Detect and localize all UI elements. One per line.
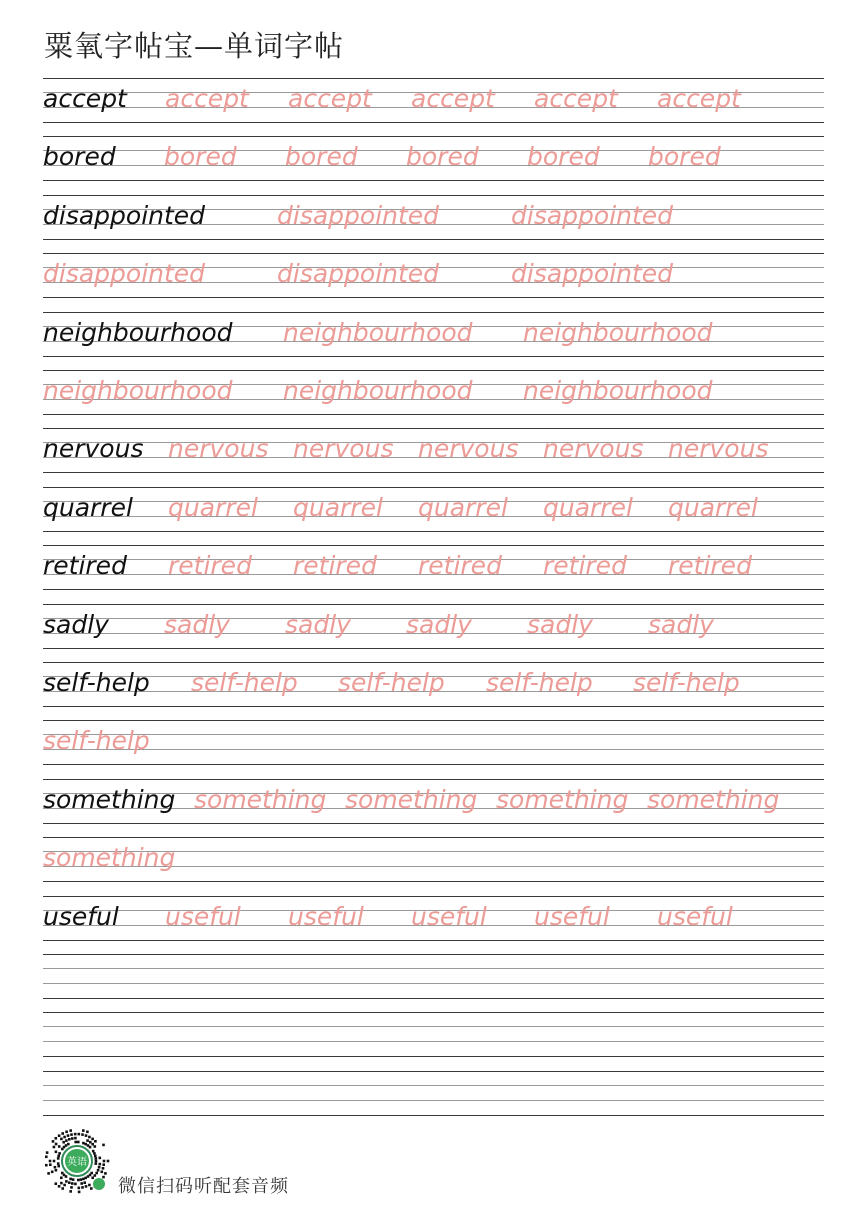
writing-row <box>43 837 824 881</box>
trace-word: sadly <box>527 609 593 639</box>
footer-caption: 微信扫码听配套音频 <box>118 1176 289 1197</box>
ruling-line <box>43 472 824 473</box>
writing-row <box>43 1012 824 1056</box>
trace-word: nervous <box>668 434 769 464</box>
trace-word: quarrel <box>668 492 758 522</box>
ruling-line <box>43 370 824 371</box>
ruling-line <box>43 297 824 298</box>
trace-word: retired <box>418 551 502 581</box>
trace-word: neighbourhood <box>283 376 473 405</box>
writing-row <box>43 136 824 180</box>
ruling-line <box>43 531 824 532</box>
ruling-line <box>43 1115 824 1116</box>
writing-row <box>43 78 824 122</box>
ruling-line <box>43 604 824 605</box>
ruling-line <box>43 195 824 196</box>
qr-corner-badge <box>93 1178 105 1190</box>
model-word: accept <box>43 84 127 113</box>
ruling-line <box>43 706 824 707</box>
trace-word: useful <box>411 901 487 931</box>
trace-word: bored <box>285 142 358 172</box>
ruling-line <box>43 312 824 313</box>
trace-word: neighbourhood <box>523 317 713 347</box>
ruling-line <box>43 589 824 590</box>
trace-word: sadly <box>406 609 472 639</box>
writing-row <box>43 720 824 764</box>
trace-word: self-help <box>338 668 445 697</box>
trace-word: sadly <box>164 609 230 639</box>
ruling-line <box>43 764 824 765</box>
ruling-line <box>43 896 824 897</box>
trace-word: nervous <box>293 434 394 464</box>
trace-word: self-help <box>191 668 298 697</box>
model-word: useful <box>43 901 119 931</box>
trace-word: neighbourhood <box>523 376 713 405</box>
writing-row <box>43 428 824 472</box>
trace-word: self-help <box>486 668 593 697</box>
model-word: quarrel <box>43 492 133 522</box>
trace-word: disappointed <box>277 200 440 230</box>
ruling-line <box>43 239 824 240</box>
ruling-line <box>43 78 824 79</box>
trace-word: neighbourhood <box>43 376 233 405</box>
model-word: nervous <box>43 434 144 464</box>
trace-word: nervous <box>168 434 269 464</box>
trace-word: something <box>43 843 176 873</box>
ruling-line <box>43 545 824 546</box>
ruling-line <box>43 1071 824 1072</box>
ruling-line <box>43 356 824 357</box>
page-title: 粟氧字帖宝—单词字帖 <box>44 29 345 63</box>
trace-word: retired <box>543 551 627 581</box>
writing-row <box>43 312 824 356</box>
writing-row <box>43 896 824 940</box>
guide-line <box>43 1100 824 1101</box>
ruling-line <box>43 779 824 780</box>
trace-word: useful <box>657 901 733 931</box>
trace-word: accept <box>534 84 618 113</box>
guide-line <box>43 983 824 984</box>
trace-word: retired <box>668 551 752 581</box>
writing-row <box>43 604 824 648</box>
trace-word: useful <box>288 901 364 931</box>
trace-word: something <box>194 784 327 814</box>
trace-word: sadly <box>285 609 351 639</box>
trace-word: disappointed <box>511 200 674 230</box>
trace-word: useful <box>165 901 241 931</box>
ruling-line <box>43 837 824 838</box>
trace-word: accept <box>411 84 495 113</box>
trace-word: nervous <box>418 434 519 464</box>
trace-word: nervous <box>543 434 644 464</box>
ruling-line <box>43 881 824 882</box>
ruling-line <box>43 940 824 941</box>
guide-line <box>43 968 824 969</box>
trace-word: disappointed <box>43 259 206 289</box>
trace-word: accept <box>165 84 249 113</box>
ruling-line <box>43 414 824 415</box>
ruling-line <box>43 1056 824 1057</box>
model-word: something <box>43 784 176 814</box>
guide-line <box>43 1026 824 1027</box>
ruling-line <box>43 662 824 663</box>
guide-line <box>43 1085 824 1086</box>
ruling-line <box>43 998 824 999</box>
model-word: sadly <box>43 609 109 639</box>
writing-row <box>43 253 824 297</box>
trace-word: accept <box>657 84 741 113</box>
writing-row <box>43 779 824 823</box>
trace-word: something <box>647 784 780 814</box>
guide-line <box>43 1041 824 1042</box>
trace-word: disappointed <box>277 259 440 289</box>
ruling-line <box>43 954 824 955</box>
trace-word: bored <box>527 142 600 172</box>
footer <box>42 1126 442 1206</box>
writing-row <box>43 954 824 998</box>
model-word: bored <box>43 142 116 172</box>
trace-word: retired <box>293 551 377 581</box>
trace-word: something <box>496 784 629 814</box>
trace-word: bored <box>164 142 237 172</box>
writing-row <box>43 370 824 414</box>
ruling-line <box>43 648 824 649</box>
writing-row <box>43 487 824 531</box>
trace-word: self-help <box>43 726 150 756</box>
qr-code-icon <box>42 1126 112 1196</box>
trace-word: bored <box>406 142 479 172</box>
ruling-line <box>43 720 824 721</box>
ruling-line <box>43 122 824 123</box>
trace-word: sadly <box>648 609 714 639</box>
model-word: disappointed <box>43 200 206 230</box>
writing-row <box>43 545 824 589</box>
ruling-line <box>43 136 824 137</box>
trace-word: disappointed <box>511 259 674 289</box>
trace-word: quarrel <box>168 492 258 522</box>
trace-word: useful <box>534 901 610 931</box>
ruling-line <box>43 253 824 254</box>
trace-word: retired <box>168 551 252 581</box>
guide-line <box>43 734 824 735</box>
model-word: neighbourhood <box>43 317 233 347</box>
model-word: self-help <box>43 668 150 697</box>
trace-word: quarrel <box>418 492 508 522</box>
ruling-line <box>43 180 824 181</box>
ruling-line <box>43 1012 824 1013</box>
ruling-line <box>43 823 824 824</box>
trace-word: self-help <box>633 668 740 697</box>
writing-row <box>43 1071 824 1115</box>
model-word: retired <box>43 551 127 581</box>
qr-badge-label: 英语 <box>67 1157 87 1168</box>
trace-word: something <box>345 784 478 814</box>
trace-word: neighbourhood <box>283 317 473 347</box>
guide-line <box>43 749 824 750</box>
writing-row <box>43 195 824 239</box>
trace-word: bored <box>648 142 721 172</box>
ruling-line <box>43 428 824 429</box>
writing-row <box>43 662 824 706</box>
trace-word: accept <box>288 84 372 113</box>
trace-word: quarrel <box>293 492 383 522</box>
ruling-line <box>43 487 824 488</box>
trace-word: quarrel <box>543 492 633 522</box>
